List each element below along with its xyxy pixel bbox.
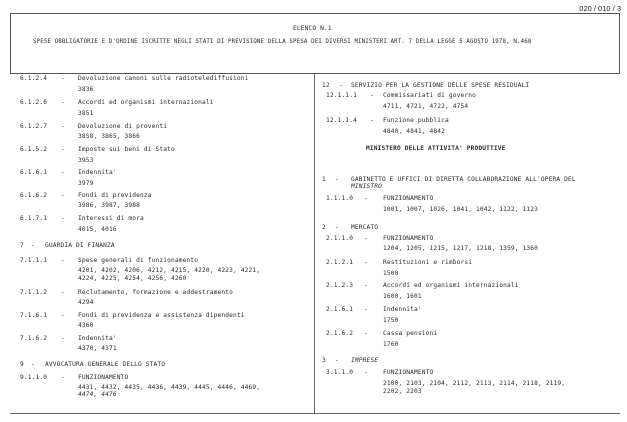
entry-numbers: 4840, 4841, 4842 (383, 128, 446, 135)
entry-numbers-continued: 4474, 4476 (78, 391, 117, 398)
entry-dash: - (61, 215, 65, 222)
entry-numbers: 4431, 4432, 4435, 4436, 4439, 4445, 4446, 4469, (78, 384, 261, 391)
entry-code: 7.1.1.2 (20, 289, 48, 296)
entry-code: 12.1.1.4 (326, 117, 358, 124)
entry-numbers: 1500 (383, 270, 399, 277)
entry-dash: - (364, 259, 368, 266)
entry-dash: - (61, 335, 65, 342)
section-dash: - (31, 361, 35, 368)
entry-numbers: 3836 (78, 86, 94, 93)
entry-description: FUNZIONAMENTO (383, 235, 434, 242)
entry-numbers-continued: 4224, 4225, 4254, 4256, 4260 (78, 275, 187, 282)
section-dash: - (339, 82, 343, 89)
document-subtitle: SPESE OBBLIGATORIE E D'ORDINE ISCRITTE NEGLI STATI DI PREVISIONE DELLA SPESA DEI DIVERSI MINISTERI ART. 7 DELLA LEGGE 5 AGOSTO 1978, N.468 (33, 39, 532, 45)
document-code: 020 / 010 / 3 (579, 4, 621, 13)
entry-dash: - (61, 75, 65, 82)
entry-dash: - (364, 306, 368, 313)
entry-dash: - (364, 235, 368, 242)
entry-dash: - (61, 257, 65, 264)
entry-code: 12.1.1.1 (326, 92, 358, 99)
entry-description: Devoluzione canoni sulle radiotelediffusioni (78, 75, 249, 82)
entry-description: Accordi ed organismi internazionali (78, 99, 214, 106)
entry-dash: - (61, 123, 65, 130)
entry-numbers: 3858, 3865, 3866 (78, 133, 141, 140)
entry-description: Indennita' (78, 335, 117, 342)
entry-numbers: 3986, 3987, 3988 (78, 202, 141, 209)
entry-numbers: 3979 (78, 180, 94, 187)
entry-numbers: 4294 (78, 299, 94, 306)
entry-code: 2.1.1.0 (326, 235, 354, 242)
entry-numbers: 1204, 1205, 1215, 1217, 1218, 1359, 1360 (383, 245, 539, 252)
entry-description: Spese generali di funzionamento (78, 257, 199, 264)
entry-description: FUNZIONAMENTO (78, 374, 129, 381)
entry-numbers: 1600, 1601 (383, 293, 422, 300)
entry-numbers: 1760 (383, 341, 399, 348)
entry-dash: - (364, 195, 368, 202)
entry-description: Fondi di previdenza e assistenza dipendenti (78, 312, 245, 319)
entry-numbers: 4711, 4721, 4722, 4754 (383, 103, 469, 110)
section-code: 12 (322, 82, 330, 89)
entry-dash: - (61, 192, 65, 199)
ministry-title: MINISTERO DELLE ATTIVITA' PRODUTTIVE (366, 145, 506, 152)
entry-dash: - (61, 374, 65, 381)
entry-dash: - (61, 289, 65, 296)
entry-code: 7.1.6.1 (20, 312, 48, 319)
entry-description: Commissariati di governo (383, 92, 477, 99)
bottom-rule (10, 413, 620, 414)
entry-numbers: 2100, 2103, 2104, 2112, 2113, 2114, 2118, 2119, (383, 380, 566, 387)
entry-code: 3.1.1.0 (326, 369, 354, 376)
section-dash: - (335, 357, 339, 364)
entry-code: 2.1.2.1 (326, 259, 354, 266)
entry-description: Interessi di mora (78, 215, 144, 222)
section-heading: SERVIZIO PER LA GESTIONE DELLE SPESE RESIDUALI (351, 82, 530, 89)
entry-dash: - (370, 92, 374, 99)
section-code: 9 (20, 361, 24, 368)
entry-numbers: 4360 (78, 322, 94, 329)
column-divider (314, 74, 315, 414)
entry-code: 6.1.6.1 (20, 169, 48, 176)
section-dash: - (335, 224, 339, 231)
entry-description: Funzione pubblica (383, 117, 449, 124)
entry-description: Fondi di previdenza (78, 192, 152, 199)
section-dash: - (31, 242, 35, 249)
entry-code: 6.1.6.2 (20, 192, 48, 199)
section-heading: IMPRESE (351, 357, 379, 364)
entry-numbers: 3851 (78, 110, 94, 117)
section-code: 7 (20, 242, 24, 249)
entry-dash: - (364, 282, 368, 289)
entry-dash: - (370, 117, 374, 124)
entry-dash: - (61, 169, 65, 176)
entry-code: 2.1.6.2 (326, 330, 354, 337)
entry-code: 6.1.5.2 (20, 146, 48, 153)
entry-dash: - (61, 99, 65, 106)
entry-code: 2.1.2.3 (326, 282, 354, 289)
entry-numbers: 4201, 4202, 4206, 4212, 4215, 4220, 4223, 4221, (78, 267, 261, 274)
entry-dash: - (364, 330, 368, 337)
entry-code: 9.1.1.0 (20, 374, 48, 381)
entry-description: Restituzioni e rimborsi (383, 259, 473, 266)
entry-numbers: 4370, 4371 (78, 345, 117, 352)
entry-description: Indennita' (383, 306, 422, 313)
entry-dash: - (61, 146, 65, 153)
entry-code: 1.1.1.0 (326, 195, 354, 202)
section-heading: GUARDIA DI FINANZA (45, 242, 115, 249)
section-heading-continued: MINISTRO (351, 183, 383, 190)
section-dash: - (335, 176, 339, 183)
entry-numbers: 1750 (383, 317, 399, 324)
section-heading: GABINETTO E UFFICI DI DIRETTA COLLABORAZIONE ALL'OPERA DEL (351, 176, 576, 183)
entry-code: 6.1.2.7 (20, 123, 48, 130)
entry-description: Indennita' (78, 169, 117, 176)
entry-description: Devoluzione di proventi (78, 123, 168, 130)
entry-numbers-continued: 2202, 2203 (383, 388, 422, 395)
section-code: 2 (322, 224, 326, 231)
entry-code: 6.1.2.6 (20, 99, 48, 106)
entry-code: 6.1.2.4 (20, 75, 48, 82)
entry-dash: - (364, 369, 368, 376)
entry-description: FUNZIONAMENTO (383, 195, 434, 202)
entry-description: Accordi ed organismi internazionali (383, 282, 519, 289)
entry-description: Cassa pensioni (383, 330, 438, 337)
entry-code: 7.1.6.2 (20, 335, 48, 342)
section-code: 1 (322, 176, 326, 183)
entry-numbers: 4015, 4016 (78, 226, 117, 233)
entry-description: Imposte sui beni di Stato (78, 146, 175, 153)
entry-numbers: 1001, 1007, 1026, 1041, 1042, 1122, 1123 (383, 206, 539, 213)
document-title: ELENCO N.1 (293, 25, 332, 32)
section-heading: MERCATO (351, 224, 379, 231)
entry-code: 7.1.1.1 (20, 257, 48, 264)
entry-dash: - (61, 312, 65, 319)
entry-numbers: 3953 (78, 157, 94, 164)
section-code: 3 (322, 357, 326, 364)
entry-code: 2.1.6.1 (326, 306, 354, 313)
section-heading: AVVOCATURA GENERALE DELLO STATO (45, 361, 166, 368)
entry-code: 6.1.7.1 (20, 215, 48, 222)
entry-description: FUNZIONAMENTO (383, 369, 434, 376)
entry-description: Reclutamento, formazione e addestramento (78, 289, 234, 296)
